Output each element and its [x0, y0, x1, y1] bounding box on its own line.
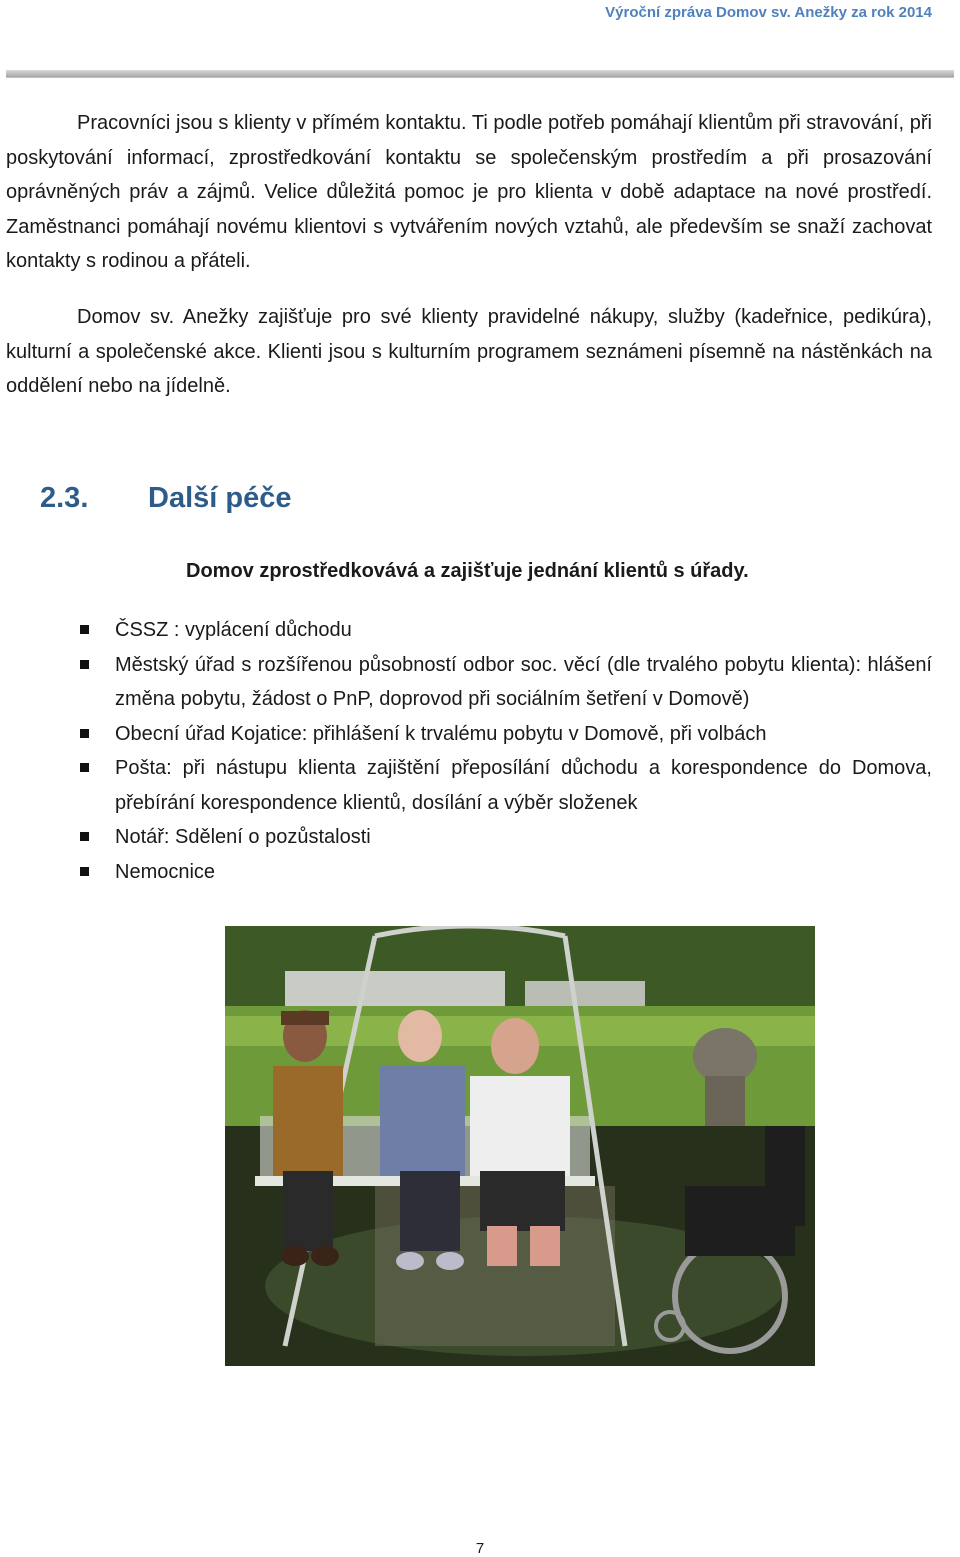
page-number: 7	[475, 1540, 485, 1557]
list-item	[78, 820, 932, 855]
square-bullet-icon	[80, 867, 89, 876]
list-item	[78, 855, 932, 890]
paragraph-services: Domov sv. Anežky zajišťuje pro své klienty pravidelné nákupy, služby (kadeřnice, pedikúra), kulturní a společenské akce. Klienti jsou s kulturním programem seznámeni písemně na nástěnkách na oddělení nebo na jídelně.	[6, 306, 932, 397]
square-bullet-icon	[80, 729, 89, 738]
list-item-text: Nemocnice	[115, 860, 216, 883]
header-divider	[6, 70, 954, 78]
running-header-title: Výroční zpráva Domov sv. Anežky za rok 2014	[605, 4, 932, 21]
paragraph-staff-contact: Pracovníci jsou s klienty v přímém kontaktu. Ti podle potřeb pomáhají klientům při stravování, při poskytování informací, zprostředkování kontaktu se společenským prostředím a při prosazování oprávněných práv a zájmů. Velice důležitá pomoc je pro klienta v době adaptace na nové prostředí. Zaměstnanci pomáhají novému klientovi s vytvářením nových vztahů, ale především se snaží zachovat kontakty s rodinou a přáteli.	[6, 112, 932, 272]
list-item	[78, 717, 932, 752]
list-item-text: Pošta: při nástupu klienta zajištění přeposílání důchodu a korespondence do Domova, přebírání korespondence klientů, dosílání a výběr složenek	[115, 757, 932, 814]
square-bullet-icon	[80, 832, 89, 841]
list-item-text: Obecní úřad Kojatice: přihlášení k trvalému pobytu v Domově, při volbách	[115, 722, 767, 745]
list-item-text: ČSSZ : vyplácení důchodu	[115, 619, 352, 641]
list-item	[78, 648, 932, 717]
list-item	[78, 613, 932, 648]
list-item-text: Notář: Sdělení o pozůstalosti	[115, 826, 371, 848]
list-item	[78, 751, 932, 820]
square-bullet-icon	[80, 763, 89, 772]
section-subtitle: Domov zprostředkovává a zajišťuje jednání klientů s úřady.	[186, 560, 749, 582]
section-number: 2.3.	[40, 482, 89, 514]
square-bullet-icon	[80, 660, 89, 669]
section-title: Další péče	[148, 482, 292, 514]
square-bullet-icon	[80, 625, 89, 634]
section-heading	[40, 482, 291, 515]
offices-list	[78, 613, 932, 889]
photo-residents-on-swing	[225, 926, 815, 1366]
list-item-text: Městský úřad s rozšířenou působností odbor soc. věcí (dle trvalého pobytu klienta): hlášení změna pobytu, žádost o PnP, doprovod při sociálním šetření v Domově)	[115, 653, 932, 710]
